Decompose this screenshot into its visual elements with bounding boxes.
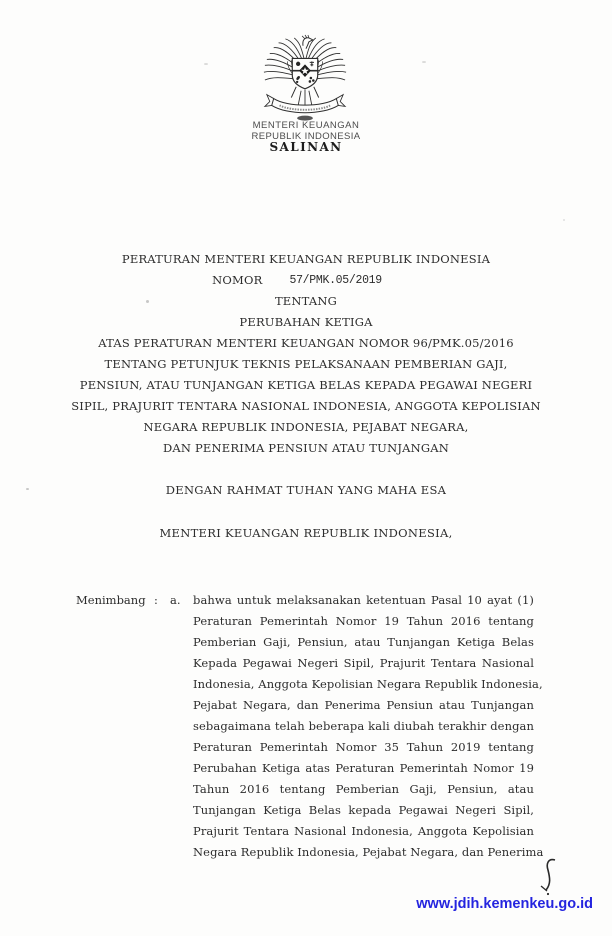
regulation-subject-line: PENSIUN, ATAU TUNJANGAN KETIGA BELAS KEPADA PEGAWAI NEGERI [79,378,533,392]
scan-speck [26,488,29,490]
considerations-paragraph [193,590,544,863]
regulation-number-row [0,270,603,291]
considerations-paragraph-line: Indonesia, Anggota Kepolisian Negara Republik Indonesia, [193,677,543,691]
regulation-subject-line: NEGARA REPUBLIK INDONESIA, PEJABAT NEGARA, [143,420,469,434]
regulation-subject-line: DAN PENERIMA PENSIUN ATAU TUNJANGAN [162,441,450,455]
considerations-item-letter: a. [170,593,181,607]
scan-speck [146,300,149,303]
considerations-paragraph-line: Pejabat Negara, dan Penerima Pensiun atau Tunjangan [193,698,534,712]
considerations-paragraph-line: bahwa untuk melaksanakan ketentuan Pasal 10 ayat (1) [193,593,534,607]
considerations-paragraph-line: Tahun 2016 tentang Pemberian Gaji, Pensiun, atau [193,782,534,796]
regulation-subject-line: TENTANG PETUNJUK TEKNIS PELAKSANAAN PEMBERIAN GAJI, [104,357,508,371]
considerations-paragraph-line: Pemberian Gaji, Pensiun, atau Tunjangan Ketiga Belas [193,635,534,649]
considerations-paragraph-line: Tunjangan Ketiga Belas kepada Pegawai Negeri Sipil, [193,803,534,817]
regulation-subject-line: PERUBAHAN KETIGA [239,315,373,329]
regulation-subject-line: ATAS PERATURAN MENTERI KEUANGAN NOMOR 96/PMK.05/2016 [98,336,514,350]
jdih-watermark-link[interactable]: www.jdih.kemenkeu.go.id [416,896,593,912]
scan-speck [422,61,426,63]
nomor-value: 57/PMK.05/2019 [289,274,382,287]
handwritten-paraf-mark [536,857,566,899]
scan-speck [563,219,565,221]
considerations-paragraph-line: Kepada Pegawai Negeri Sipil, Prajurit Tentara Nasional [193,656,534,670]
scan-speck [204,63,208,65]
garuda-pancasila-emblem [260,34,350,124]
considerations-paragraph-line: Negara Republik Indonesia, Pejabat Negara, dan Penerima [193,845,544,859]
issuer-line: MENTERI KEUANGAN REPUBLIK INDONESIA, [159,526,453,540]
considerations-paragraph-line: Perubahan Ketiga atas Peraturan Pemerintah Nomor 19 [193,761,534,775]
regulation-subject-line: TENTANG [274,294,338,308]
regulation-subject-lines [0,291,612,459]
nomor-label: NOMOR [212,273,263,287]
ministry-name-line2: REPUBLIK INDONESIA [251,131,361,142]
invocation-line: DENGAN RAHMAT TUHAN YANG MAHA ESA [165,483,447,497]
ministry-name-line1: MENTERI KEUANGAN [252,120,360,131]
regulation-subject-line: SIPIL, PRAJURIT TENTARA NASIONAL INDONESIA, ANGGOTA KEPOLISIAN [71,399,541,413]
considerations-label: Menimbang [76,593,146,607]
regulation-title-block [0,249,612,459]
considerations-paragraph-line: Peraturan Pemerintah Nomor 19 Tahun 2016 tentang [193,614,534,628]
considerations-paragraph-line: sebagaimana telah beberapa kali diubah terakhir dengan [193,719,534,733]
considerations-colon: : [154,593,158,607]
regulation-heading: PERATURAN MENTERI KEUANGAN REPUBLIK INDONESIA [121,252,491,266]
considerations-paragraph-line: Prajurit Tentara Nasional Indonesia, Anggota Kepolisian [193,824,534,838]
considerations-paragraph-line: Peraturan Pemerintah Nomor 35 Tahun 2019 tentang [193,740,534,754]
copy-stamp-label: SALINAN [269,140,343,154]
